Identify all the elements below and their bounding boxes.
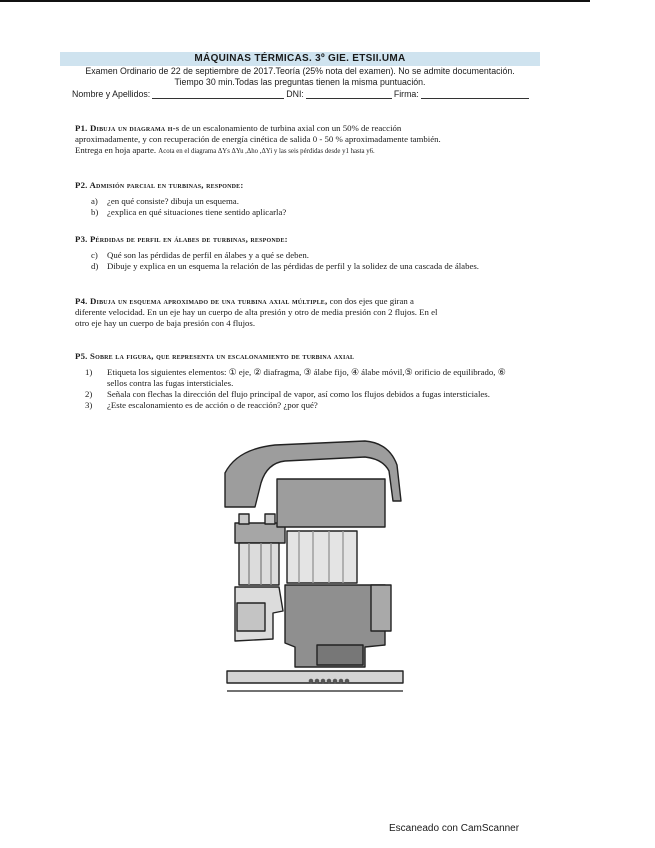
p3-heading: Pérdidas de perfil en álabes de turbinas, responde:	[89, 234, 288, 244]
p3-number: P3.	[75, 234, 88, 244]
turbine-stage-figure	[215, 435, 411, 707]
item-label: b)	[91, 207, 99, 217]
name-label: Nombre y Apellidos:	[72, 89, 151, 99]
fixed-blade	[239, 543, 279, 585]
item-label: 2)	[85, 389, 93, 399]
p4-text: con dos ejes que giran a	[327, 296, 414, 306]
p4-heading: Dibuja un esquema aproximado de una turbina axial múltiple,	[89, 296, 328, 306]
question-p4	[75, 296, 540, 329]
seal-cap-left	[239, 514, 249, 524]
exam-time-line: Tiempo 30 min.Todas las preguntas tienen la misma puntuación.	[174, 77, 426, 87]
p5-number: P5.	[75, 351, 88, 361]
list-item	[85, 400, 540, 411]
dni-blank	[306, 89, 392, 99]
firma-blank	[421, 89, 529, 99]
p2-number: P2.	[75, 180, 88, 190]
item-text: Etiqueta los siguientes elementos: ① eje, ② diafragma, ③ álabe fijo, ④ álabe móvil,⑤ orificio de equilibrado, ⑥ sellos contra las fugas intersticiales.	[107, 367, 506, 388]
question-p3	[75, 234, 540, 272]
p5-heading: Sobre la figura, que representa un escalonamiento de turbina axial	[89, 351, 355, 361]
moving-blade	[287, 531, 357, 583]
scan-top-border	[0, 0, 590, 2]
item-label: d)	[91, 261, 99, 271]
item-label: c)	[91, 250, 98, 260]
question-p2	[75, 180, 540, 218]
item-text: ¿Este escalonamiento es de acción o de reacción? ¿por qué?	[107, 400, 318, 410]
item-text: Señala con flechas la dirección del flujo principal de vapor, así como los flujos debidos a fugas intersticiales.	[107, 389, 490, 399]
firma-label: Firma:	[393, 89, 419, 99]
p1-heading: Dibuja un diagrama h-s	[89, 123, 180, 133]
list-item	[91, 196, 540, 207]
list-item	[85, 389, 540, 400]
exam-header	[60, 52, 540, 99]
p4-text-line3: otro eje hay un cuerpo de baja presión con 4 flujos.	[75, 318, 256, 328]
question-p1	[75, 123, 540, 157]
student-id-row	[72, 89, 540, 99]
p4-number: P4.	[75, 296, 88, 306]
exam-info-line: Examen Ordinario de 22 de septiembre de 2017.Teoría (25% nota del examen). No se admite documentación.	[85, 66, 515, 76]
scanner-watermark: Escaneado con CamScanner	[389, 823, 520, 834]
item-text: ¿en qué consiste? dibuja un esquema.	[107, 196, 239, 206]
item-label: 1)	[85, 367, 93, 377]
p1-text-line3: Entrega en hoja aparte.	[75, 145, 157, 155]
exam-title: MÁQUINAS TÉRMICAS. 3º GIE. ETSII.UMA	[60, 52, 540, 66]
rotor-hub	[317, 645, 363, 665]
p1-number: P1.	[75, 123, 88, 133]
question-p5	[75, 351, 540, 411]
p1-note: Acota en el diagrama ΔYs ΔYu ,Δho ,ΔYi y las seis pérdidas desde y1 hasta y6.	[158, 148, 375, 155]
p4-text-line2: diferente velocidad. En un eje hay un cuerpo de alta presión y otro de media presión con 2 flujos. En el	[75, 307, 438, 317]
p2-heading: Admisión parcial en turbinas, responde:	[89, 180, 244, 190]
item-text: Qué son las pérdidas de perfil en álabes y a qué se deben.	[107, 250, 310, 260]
item-text: ¿explica en qué situaciones tiene sentido aplicarla?	[107, 207, 287, 217]
item-text: Dibuje y explica en un esquema la relación de las pérdidas de perfil y la solidez de una cascada de álabes.	[107, 261, 479, 271]
list-item	[91, 261, 540, 272]
shroud-block	[277, 479, 385, 527]
item-label: 3)	[85, 400, 93, 410]
item-label: a)	[91, 196, 98, 206]
p1-text: de un escalonamiento de turbina axial con un 50% de reacción	[179, 123, 402, 133]
name-blank	[152, 89, 284, 99]
dni-label: DNI:	[286, 89, 304, 99]
list-item	[85, 367, 540, 389]
seal-cap-right	[265, 514, 275, 524]
p1-text-line2: aproximadamente, y con recuperación de energía cinética de salida 0 - 50 % aproximadamente también.	[75, 134, 441, 144]
list-item	[91, 207, 540, 218]
list-item	[91, 250, 540, 261]
